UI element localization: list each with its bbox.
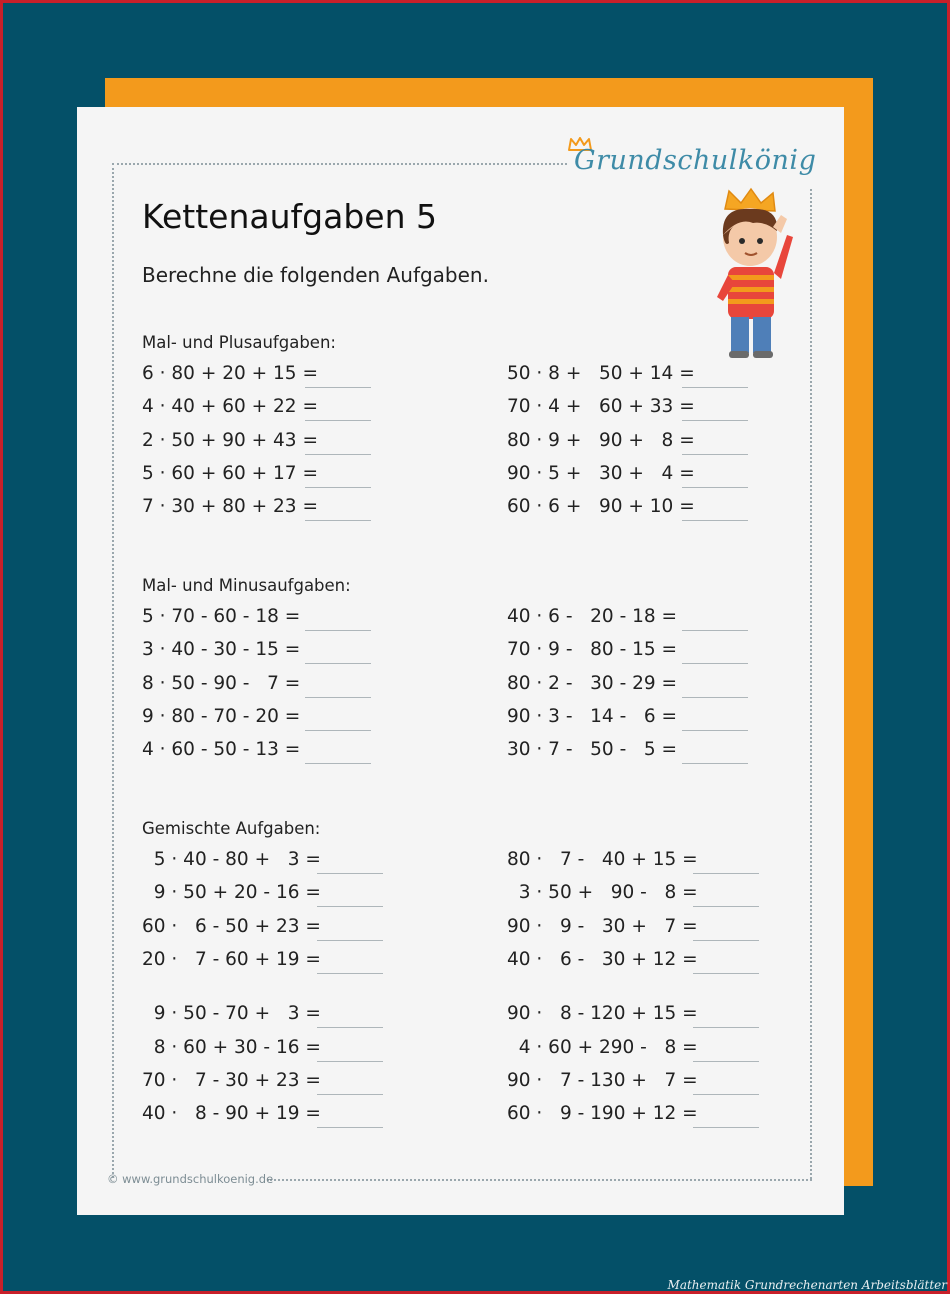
math-task: 80 · 7 - 40 + 15 = — [507, 849, 698, 870]
math-task: 60 · 6 - 50 + 23 = — [142, 915, 321, 937]
math-task: 90 · 3 - 14 - 6 = — [507, 705, 678, 727]
math-task: 80 · 9 + 90 + 8 = — [507, 429, 695, 451]
section-heading: Gemischte Aufgaben: — [142, 819, 321, 838]
answer-blank[interactable] — [682, 763, 748, 764]
answer-blank[interactable] — [682, 487, 748, 488]
math-task: 5 · 70 - 60 - 18 = — [142, 606, 301, 627]
answer-blank[interactable] — [317, 973, 383, 974]
answer-blank[interactable] — [317, 940, 383, 941]
math-task: 70 · 7 - 30 + 23 = — [142, 1069, 321, 1091]
answer-blank[interactable] — [693, 1127, 759, 1128]
math-task: 90 · 7 - 130 + 7 = — [507, 1069, 698, 1091]
answer-blank[interactable] — [693, 873, 759, 874]
answer-blank[interactable] — [317, 1027, 383, 1028]
watermark-caption: Mathematik Grundrechenarten Arbeitsblätter — [667, 1278, 947, 1292]
answer-blank[interactable] — [682, 730, 748, 731]
dotted-border-bottom — [267, 1179, 812, 1181]
answer-blank[interactable] — [693, 973, 759, 974]
answer-blank[interactable] — [317, 906, 383, 907]
math-task: 70 · 9 - 80 - 15 = — [507, 639, 678, 661]
answer-blank[interactable] — [682, 454, 748, 455]
math-task: 9 · 50 - 70 + 3 = — [142, 1003, 321, 1025]
math-task: 5 · 60 + 60 + 17 = — [142, 462, 318, 484]
math-task: 2 · 50 + 90 + 43 = — [142, 429, 318, 451]
dotted-border-left — [112, 163, 114, 1178]
dotted-border-top — [112, 163, 567, 165]
answer-blank[interactable] — [305, 487, 371, 488]
math-task: 3 · 50 + 90 - 8 = — [507, 882, 698, 904]
answer-blank[interactable] — [305, 663, 371, 664]
answer-blank[interactable] — [305, 420, 371, 421]
answer-blank[interactable] — [682, 663, 748, 664]
math-task: 9 · 80 - 70 - 20 = — [142, 705, 301, 727]
math-task: 40 · 6 - 20 - 18 = — [507, 606, 678, 627]
math-task: 40 · 8 - 90 + 19 = — [142, 1103, 321, 1125]
math-task: 70 · 4 + 60 + 33 = — [507, 396, 695, 418]
answer-blank[interactable] — [693, 1094, 759, 1095]
answer-blank[interactable] — [305, 454, 371, 455]
answer-blank[interactable] — [305, 630, 371, 631]
answer-blank[interactable] — [305, 763, 371, 764]
math-task: 9 · 50 + 20 - 16 = — [142, 882, 321, 904]
math-task: 8 · 50 - 90 - 7 = — [142, 672, 301, 694]
answer-blank[interactable] — [693, 1027, 759, 1028]
dotted-border-right — [810, 189, 812, 1179]
answer-blank[interactable] — [317, 1127, 383, 1128]
answer-blank[interactable] — [682, 630, 748, 631]
math-task: 90 · 8 - 120 + 15 = — [507, 1003, 698, 1025]
answer-blank[interactable] — [317, 1061, 383, 1062]
math-task: 3 · 40 - 30 - 15 = — [142, 639, 301, 661]
answer-blank[interactable] — [305, 520, 371, 521]
answer-blank[interactable] — [693, 1061, 759, 1062]
answer-blank[interactable] — [317, 873, 383, 874]
section-heading: Mal- und Plusaufgaben: — [142, 333, 336, 352]
answer-blank[interactable] — [682, 697, 748, 698]
worksheet-instruction: Berechne die folgenden Aufgaben. — [142, 263, 489, 287]
answer-blank[interactable] — [682, 387, 748, 388]
worksheet-page — [77, 107, 844, 1215]
math-task: 7 · 30 + 80 + 23 = — [142, 496, 318, 518]
math-task: 20 · 7 - 60 + 19 = — [142, 948, 321, 970]
answer-blank[interactable] — [317, 1094, 383, 1095]
math-task: 4 · 40 + 60 + 22 = — [142, 396, 318, 418]
math-task: 4 · 60 - 50 - 13 = — [142, 739, 301, 761]
brand-logo: Grundschulkönig — [574, 145, 817, 176]
answer-blank[interactable] — [305, 697, 371, 698]
answer-blank[interactable] — [305, 730, 371, 731]
math-task: 5 · 40 - 80 + 3 = — [142, 849, 321, 870]
answer-blank[interactable] — [693, 906, 759, 907]
answer-blank[interactable] — [682, 420, 748, 421]
math-task: 90 · 5 + 30 + 4 = — [507, 462, 695, 484]
math-task: 30 · 7 - 50 - 5 = — [507, 739, 678, 761]
math-task: 6 · 80 + 20 + 15 = — [142, 363, 318, 384]
math-task: 90 · 9 - 30 + 7 = — [507, 915, 698, 937]
math-task: 4 · 60 + 290 - 8 = — [507, 1036, 698, 1058]
boy-with-crown-illustration — [695, 187, 805, 359]
math-task: 80 · 2 - 30 - 29 = — [507, 672, 678, 694]
answer-blank[interactable] — [693, 940, 759, 941]
math-task: 8 · 60 + 30 - 16 = — [142, 1036, 321, 1058]
math-task: 60 · 9 - 190 + 12 = — [507, 1103, 698, 1125]
answer-blank[interactable] — [305, 387, 371, 388]
math-task: 40 · 6 - 30 + 12 = — [507, 948, 698, 970]
footer-copyright: © www.grundschulkoenig.de — [107, 1172, 274, 1186]
worksheet-title: Kettenaufgaben 5 — [142, 197, 437, 236]
math-task: 50 · 8 + 50 + 14 = — [507, 363, 695, 384]
section-heading: Mal- und Minusaufgaben: — [142, 576, 351, 595]
answer-blank[interactable] — [682, 520, 748, 521]
math-task: 60 · 6 + 90 + 10 = — [507, 496, 695, 518]
